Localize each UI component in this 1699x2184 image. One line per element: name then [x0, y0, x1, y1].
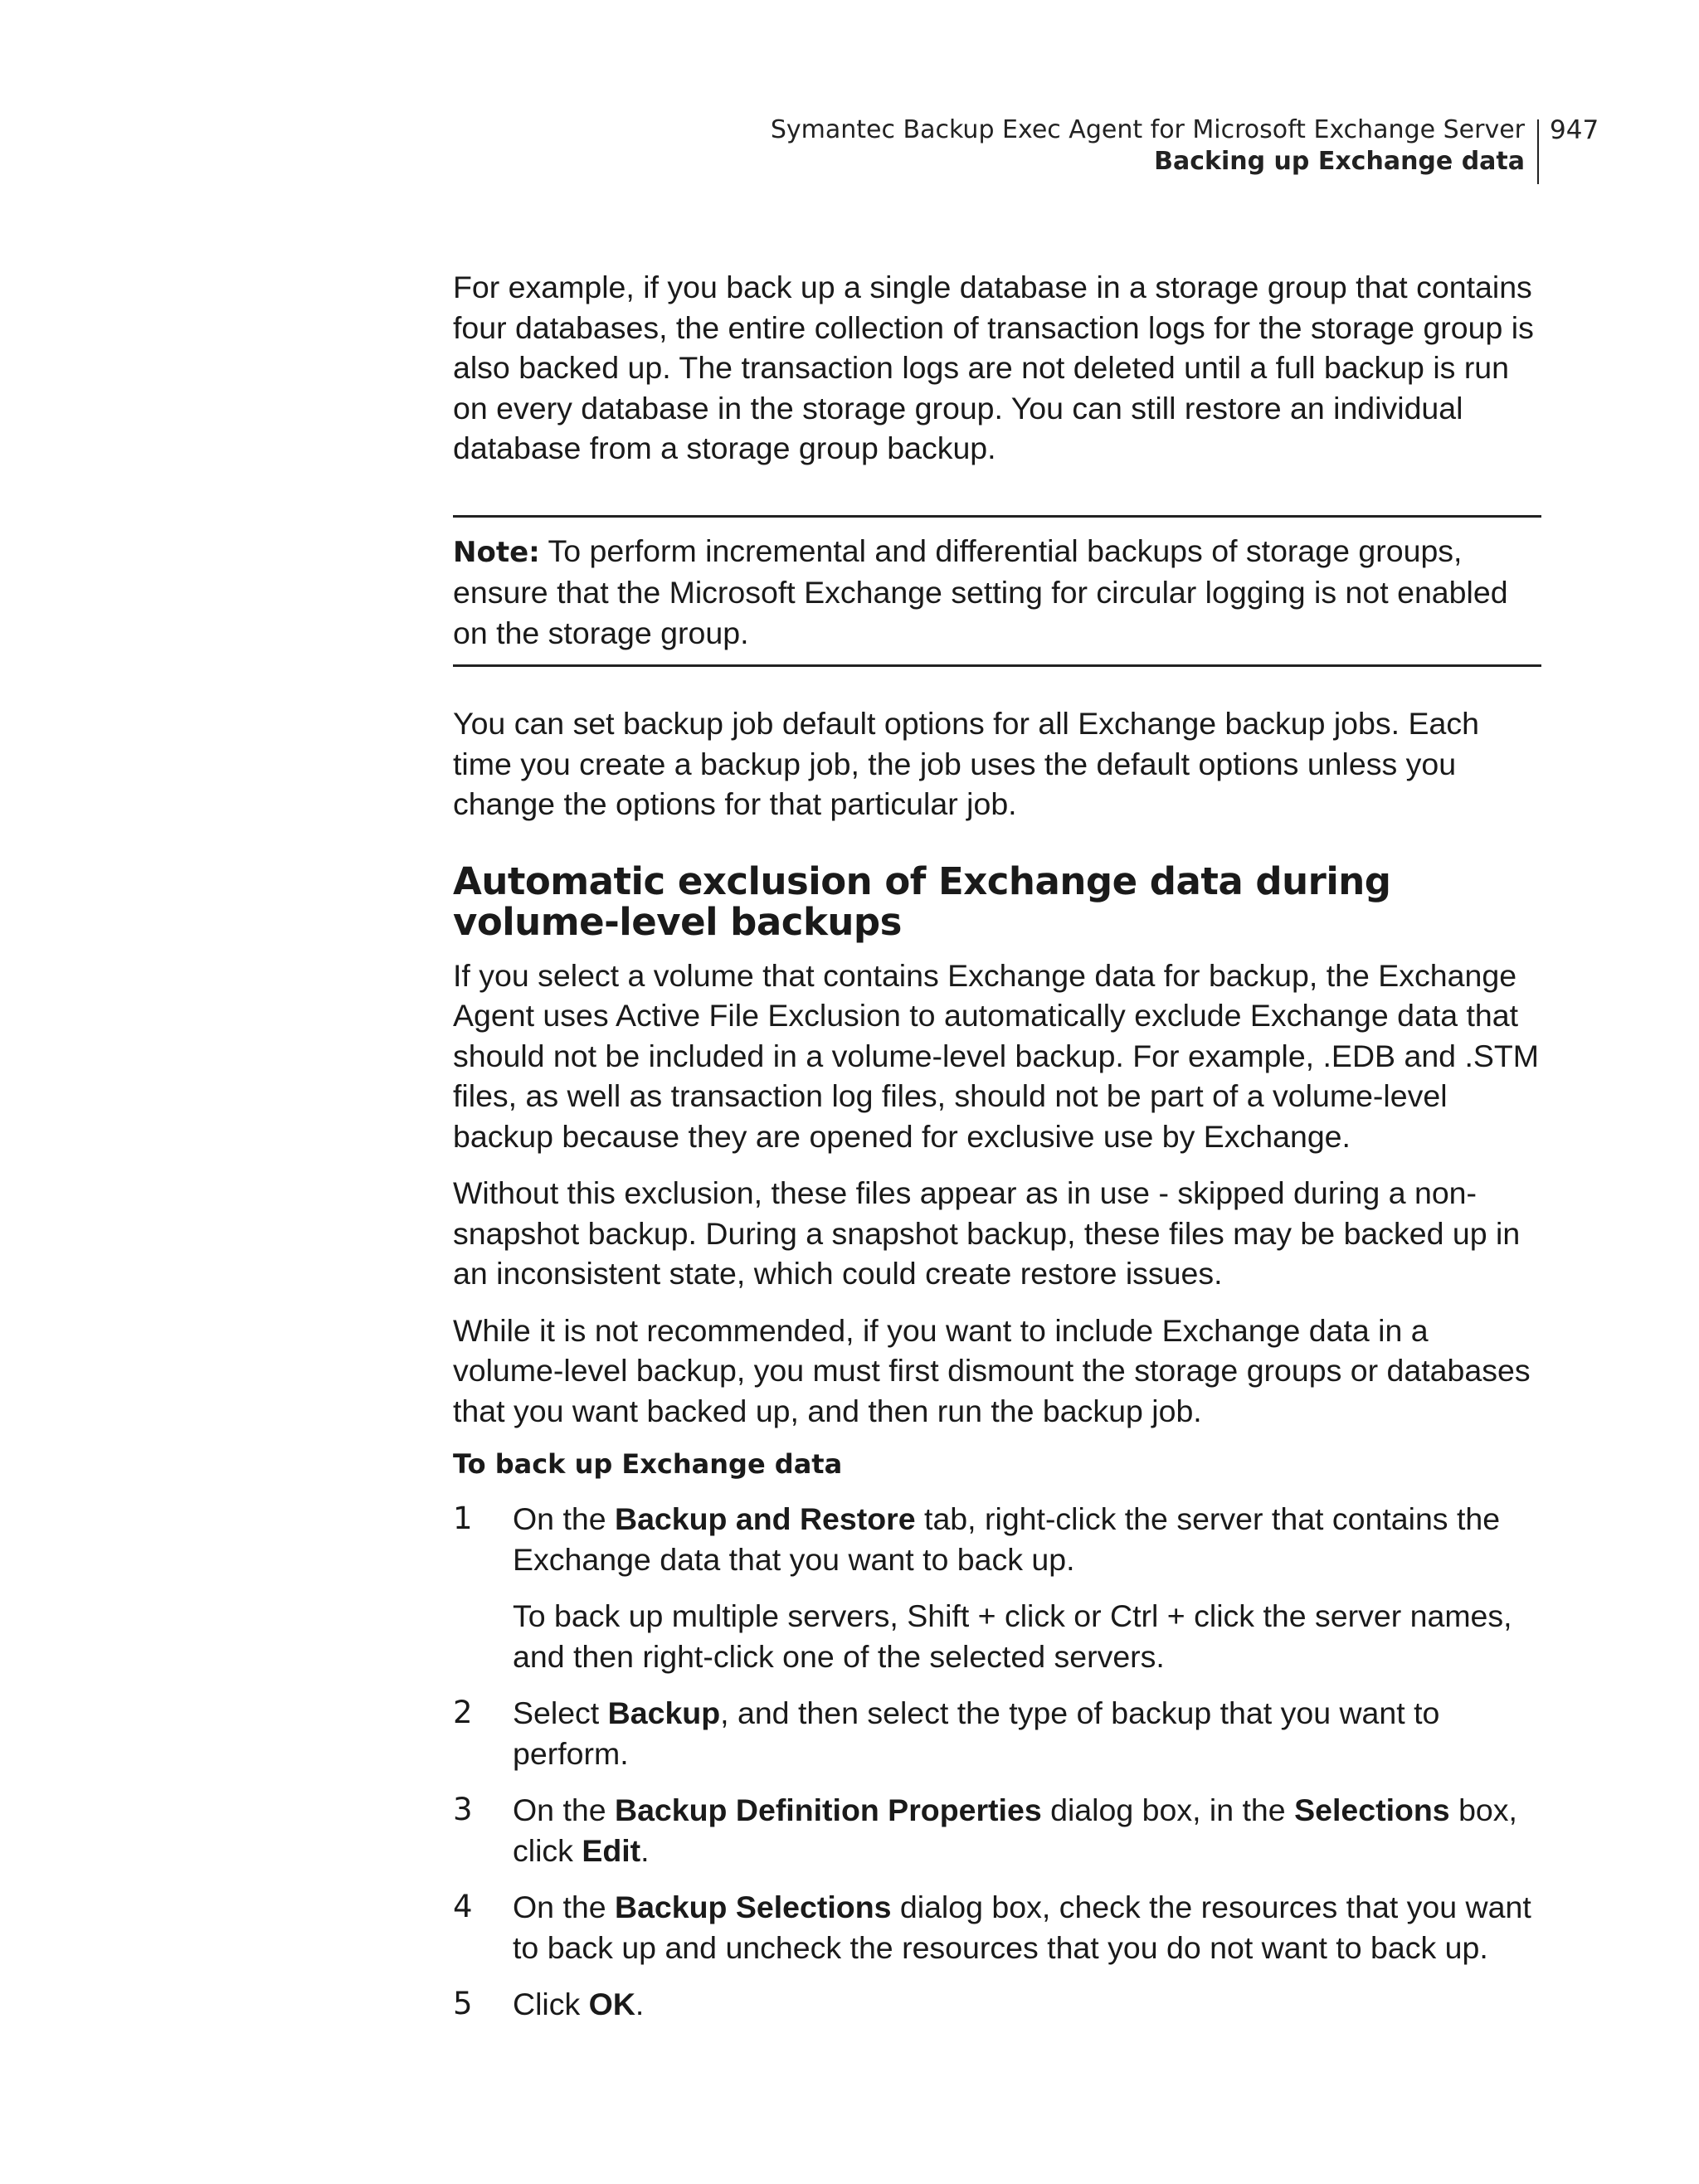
procedure-step — [453, 1887, 1541, 1968]
step-text: Select Backup, and then select the type of backup that you want to perform. — [513, 1695, 1440, 1771]
note-paragraph — [453, 531, 1541, 654]
step-number: 1 — [453, 1501, 473, 1536]
section-paragraph: Without this exclusion, these files appear as in use - skipped during a non-snapshot backup. During a snapshot backup, these files may be backed up in an inconsistent state, which could create restore issues. — [453, 1175, 1521, 1291]
step-text: On the Backup Selections dialog box, check the resources that you want to back up and uncheck the resources that you do not want to back up. — [513, 1890, 1531, 1965]
step-text: On the Backup Definition Properties dialog box, in the Selections box, click Edit. — [513, 1792, 1517, 1868]
step-number: 5 — [453, 1986, 473, 2021]
procedure-steps — [453, 1499, 1541, 2025]
procedure-step — [453, 1499, 1541, 1676]
ui-term: Edit — [582, 1832, 641, 1868]
procedure-step — [453, 1693, 1541, 1773]
running-header — [710, 114, 1540, 182]
ui-term: OK — [588, 1987, 635, 2021]
section-heading: Automatic exclusion of Exchange data during volume-level backups — [453, 859, 1391, 944]
header-text — [771, 114, 1525, 178]
note-box — [453, 515, 1541, 668]
ui-term: Backup Selections — [615, 1890, 892, 1924]
note-label: Note: — [453, 535, 540, 569]
page-body — [453, 267, 1541, 2041]
ui-term: Backup and Restore — [615, 1501, 916, 1536]
step-number: 4 — [453, 1889, 473, 1924]
section-paragraph: While it is not recommended, if you want to include Exchange data in a volume-level backup, you must first dismount the storage groups or databases that you want backed up, and then run the backup job. — [453, 1312, 1531, 1428]
header-divider — [1537, 119, 1539, 184]
section-paragraph: If you select a volume that contains Exchange data for backup, the Exchange Agent uses Active File Exclusion to automatically exclude Exchange data that should not be included in a volume-level backup. For example, .EDB and .STM files, as well as transaction log files, should not be part of a volume-level backup because they are opened for exclusive use by Exchange. — [453, 957, 1540, 1154]
step-number: 2 — [453, 1695, 473, 1730]
header-section-title: Backing up Exchange data — [1154, 147, 1525, 176]
ui-term: Backup Definition Properties — [615, 1792, 1042, 1827]
intro-paragraph: For example, if you back up a single database in a storage group that contains four databases, the entire collection of transaction logs for the storage group is also backed up. The transaction logs are not deleted until a full backup is run on every database in the storage group. You can still restore an individual database from a storage group backup. — [453, 270, 1534, 465]
step-subtext: To back up multiple servers, Shift + click or Ctrl + click the server names, and then right-click one of the selected servers. — [513, 1598, 1512, 1674]
procedure-step — [453, 1790, 1541, 1870]
step-text: Click OK. — [513, 1987, 645, 2021]
ui-term: Selections — [1294, 1792, 1450, 1827]
step-text: On the Backup and Restore tab, right-click the server that contains the Exchange data that you want to back up. — [513, 1501, 1501, 1577]
ui-term: Backup — [607, 1695, 721, 1730]
step-number: 3 — [453, 1792, 473, 1827]
defaults-paragraph: You can set backup job default options for all Exchange backup jobs. Each time you create a backup job, the job uses the default options unless you change the options for that particular job. — [453, 706, 1479, 821]
procedure-step — [453, 1984, 1541, 2025]
note-text: To perform incremental and differential backups of storage groups, ensure that the Microsoft Exchange setting for circular logging is not enabled on the storage group. — [453, 533, 1508, 650]
page-number: 947 — [1550, 115, 1599, 145]
procedure-heading: To back up Exchange data — [453, 1448, 843, 1480]
header-chapter-title: Symantec Backup Exec Agent for Microsoft Exchange Server — [770, 115, 1525, 144]
